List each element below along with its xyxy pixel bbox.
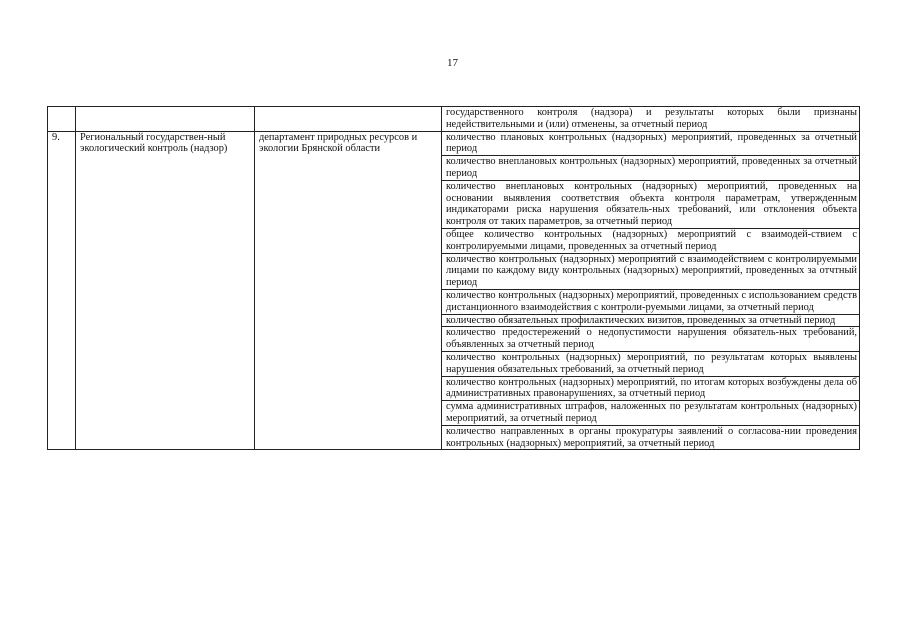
indicator-cell	[442, 253, 860, 289]
indicator-text: сумма административных штрафов, наложенных по результатам контрольных (надзорных) мероприятий, за отчетный период	[446, 401, 857, 424]
authority-cell	[255, 107, 442, 132]
indicator-text: количество контрольных (надзорных) мероприятий, проведенных с использованием средств дистанционного взаимодействия с контроли-руемыми лицами, за отчетный период	[446, 289, 857, 313]
control-name-cell	[76, 107, 255, 132]
indicator-text: общее количество контрольных (надзорных) мероприятий с взаимодей-ствием с контролируемыми лицами, проведенных за отчетный период	[446, 228, 857, 252]
indicator-cell	[442, 327, 860, 352]
indicator-text: количество плановых контрольных (надзорных) мероприятий, проведенных за отчетный период	[446, 131, 857, 155]
indicator-text: количество контрольных (надзорных) мероприятий с взаимодействием с контролируемыми лицами по каждому виду контрольных (надзорных) мероприятий, проведенных за отчтный период	[446, 253, 857, 289]
indicator-cell	[442, 425, 860, 450]
row-number-cell	[48, 107, 76, 132]
indicator-text: государственного контроля (надзора) и результаты которых были признаны недействительными и (или) отменены, за отчетный период	[446, 107, 857, 130]
table-body	[48, 107, 860, 450]
indicators-table	[47, 106, 860, 450]
indicator-text: количество обязательных профилактических визитов, проведенных за отчетный период	[446, 314, 836, 326]
indicator-cell	[442, 289, 860, 314]
indicator-cell	[442, 314, 860, 327]
indicator-text: количество внеплановых контрольных (надзорных) мероприятий, проведенных на основании выявления соответствия объекта контроля параметрам, утвержденным индикаторами риска нарушения обязатель-ных требований, или отклонения объекта контроля от таких параметров, за отчетный период	[446, 180, 857, 228]
table-row	[48, 131, 860, 156]
indicator-text: количество направленных в органы прокуратуры заявлений о согласова-нии проведения контрольных (надзорных) мероприятий, за отчетный период	[446, 425, 857, 449]
indicator-cell	[442, 401, 860, 426]
indicator-cell	[442, 228, 860, 253]
indicator-cell	[442, 156, 860, 181]
indicator-text: количество внеплановых контрольных (надзорных) мероприятий, проведенных за отчетный период	[446, 156, 857, 179]
page-number: 17	[447, 57, 458, 69]
control-name-cell: Региональный государствен-ный экологический контроль (надзор)	[76, 131, 255, 450]
indicator-cell	[442, 107, 860, 132]
row-number-cell: 9.	[48, 131, 76, 450]
continuation-row	[48, 107, 860, 132]
indicator-cell	[442, 351, 860, 376]
indicator-text: количество предостережений о недопустимости нарушения обязатель-ных требований, объявленных за отчетный период	[446, 327, 857, 351]
indicator-cell	[442, 180, 860, 228]
indicator-text: количество контрольных (надзорных) мероприятий, по результатам которых выявлены нарушения обязательных требований, за отчетный период	[446, 351, 857, 375]
indicator-cell	[442, 131, 860, 156]
authority-cell: департамент природных ресурсов и экологии Брянской области	[255, 131, 442, 450]
indicator-cell	[442, 376, 860, 401]
indicator-text: количество контрольных (надзорных) мероприятий, по итогам которых возбуждены дела об административных правонарушениях, за отчетный период	[446, 376, 857, 400]
